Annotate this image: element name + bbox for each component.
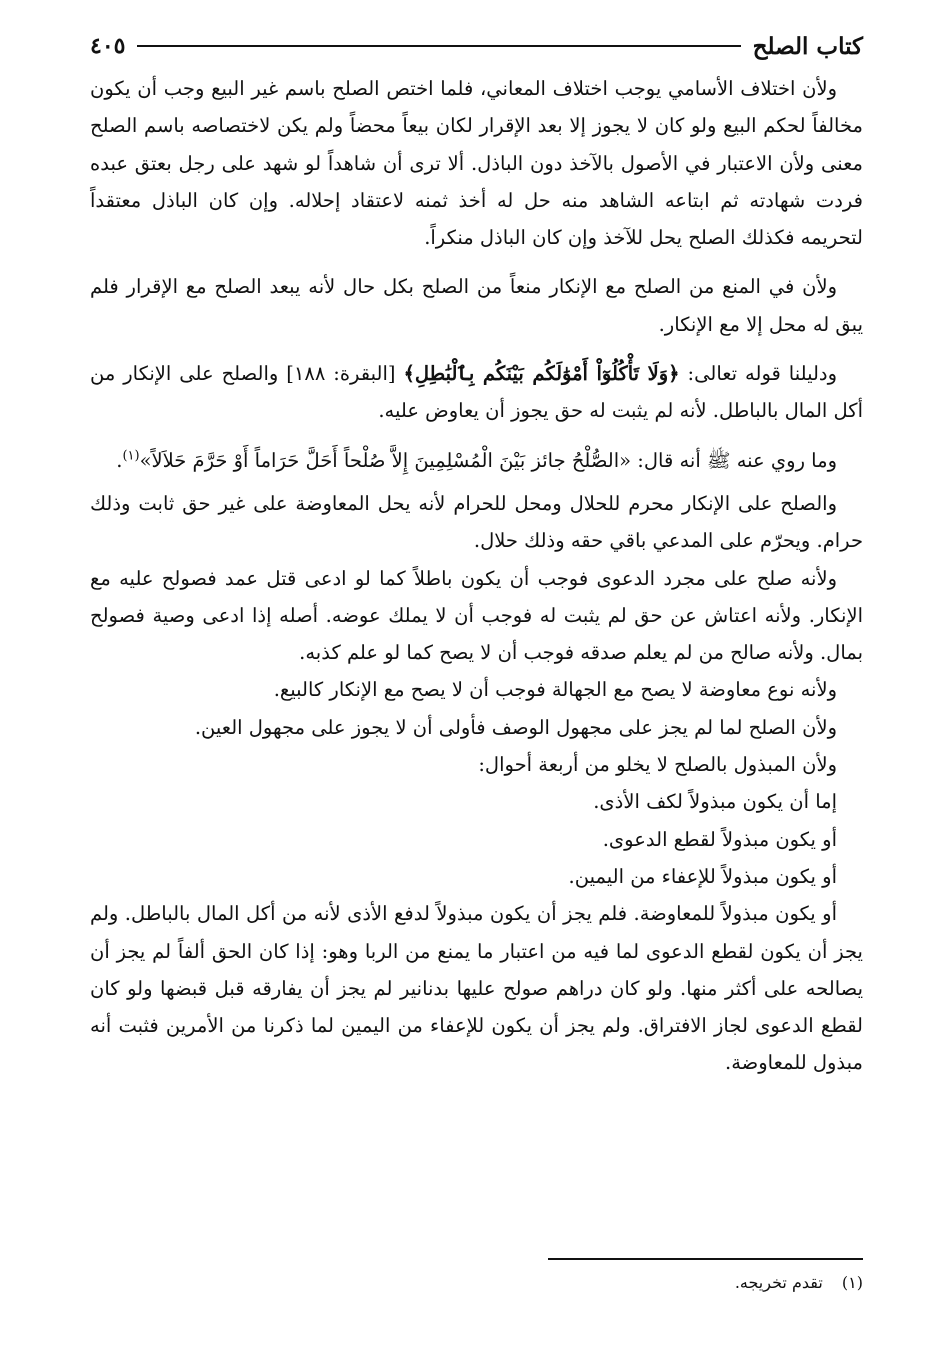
main-text: [90, 70, 863, 1082]
verse-reference: [البقرة: ١٨٨] والصلح على: [179, 362, 404, 386]
footnote-separator: [548, 1258, 863, 1260]
paragraph-4-hadith: وما روي عنه ﷺ أنه قال: «الصُّلْحُ جائز بَيْنَ الْمُسْلِمِينَ إِلاَّ صُلْحاً أَحَلَّ حَرَاماً أَوْ حَرَّمَ حَلاَلاً»$^{(١)}$.: [116, 448, 837, 472]
paragraph-8: ولأن الصلح لما لم يجز على مجهول الوصف فأولى أن لا يجوز على مجهول العين.: [194, 715, 837, 739]
paragraph-10: إما أن يكون مبذولاً لكف الأذى.: [593, 790, 837, 814]
paragraph-13: أو يكون مبذولاً للمعاوضة. فلم يجز أن يكون مبذولاً لدفع الأذى لأنه من أكل المال بالباطل. ولم يجز أن يكون لقطع الدعوى لما فيه من اعتبار ما يمنع من الربا وهو: إذا كان الحق ألفاً لم يجز أن يصالحه على أكثر منها. ولو كان دراهم صولح عليها بدنانير لم يجز أن يفارقه قبل قبضها ولو كان لقطع الدعوى لجاز الافتراق. ولم يجز أن يكون للإعفاء من اليمين لما ذكرنا من الأمرين فثبت أنه مبذول للمعاوضة.: [90, 902, 864, 1075]
paragraph-9: ولأن المبذول بالصلح لا يخلو من أربعة أحوال:: [478, 753, 837, 777]
footnote: [90, 1270, 863, 1296]
paragraph-11: أو يكون مبذولاً لقطع الدعوى.: [602, 827, 837, 851]
paragraph-3: ودليلنا قوله تعالى: ﴿وَلَا تَأْكُلُوٓاْ أَمْوَٰلَكُم بَيْنَكُم بِٱلْبَٰطِلِ﴾ [البقرة: ١٨٨] والصلح على الإنكار من أكل المال بالباطل. لأنه لم يثبت له حق يجوز أن يعاوض عليه.: [90, 362, 863, 423]
paragraph-5: والصلح على الإنكار محرم للحلال ومحل للحرام لأنه يحل المعاوضة على غير حق ثابت وذلك حرام. ويحرّم على المدعي باقي حقه وذلك حلال.: [90, 491, 863, 553]
paragraph-12: أو يكون مبذولاً للإعفاء من اليمين.: [568, 864, 837, 888]
quran-verse: ﴿وَلَا تَأْكُلُوٓاْ أَمْوَٰلَكُم بَيْنَكُم بِٱلْبَٰطِلِ﴾: [403, 362, 680, 386]
paragraph-7: ولأنه نوع معاوضة لا يصح مع الجهالة فوجب أن لا يصح مع الإنكار كالبيع.: [273, 678, 837, 702]
paragraph-6: ولأنه صلح على مجرد الدعوى فوجب أن يكون باطلاً كما لو ادعى قتل عمد فصولح عليه مع الإنكار. ولأنه اعتاش عن حق لم يثبت له فوجب أن لا يملك عوضه. أصله إذا ادعى وصية فصولح بمال. ولأنه صالح من لم يعلم صدقه فوجب أن لا يصح كما لو علم كذبه.: [90, 566, 863, 665]
paragraph-2: ولأن في المنع من الصلح مع الإنكار منعاً من الصلح بكل حال لأنه يبعد الصلح مع الإقرار فلم يبق له محل إلا مع الإنكار.: [90, 275, 863, 336]
footnote-text: تقدم تخريجه.: [734, 1273, 823, 1292]
page-header: [90, 30, 863, 62]
paragraph-1: ولأن اختلاف الأسامي يوجب اختلاف المعاني، فلما اختص الصلح باسم غير البيع وجب أن يكون مخالفاً لحكم البيع ولو كان لا يجوز إلا بعد الإقرار لكان بيعاً محضاً ولم يكن لاختصاصه باسم الصلح معنى ولأن الاعتبار في الأصول بالآخذ دون الباذل. ألا ترى أن شاهداً لو شهد على رجل بعتق عبده فردت شهادته ثم ابتاعه الشاهد منه حل له أخذ ثمنه لاعتقاد إحلاله. وإن كان الباذل معتقداً لتحريمه فكذلك الصلح يحل للآخذ وإن كان الباذل منكراً.: [90, 77, 863, 250]
footnote-marker: (١): [122, 448, 140, 464]
page-number: ٤٠٥: [90, 33, 126, 59]
chapter-title: كتاب الصلح: [752, 32, 863, 60]
header-rule: [137, 45, 740, 47]
footnote-number: (١): [841, 1273, 863, 1292]
